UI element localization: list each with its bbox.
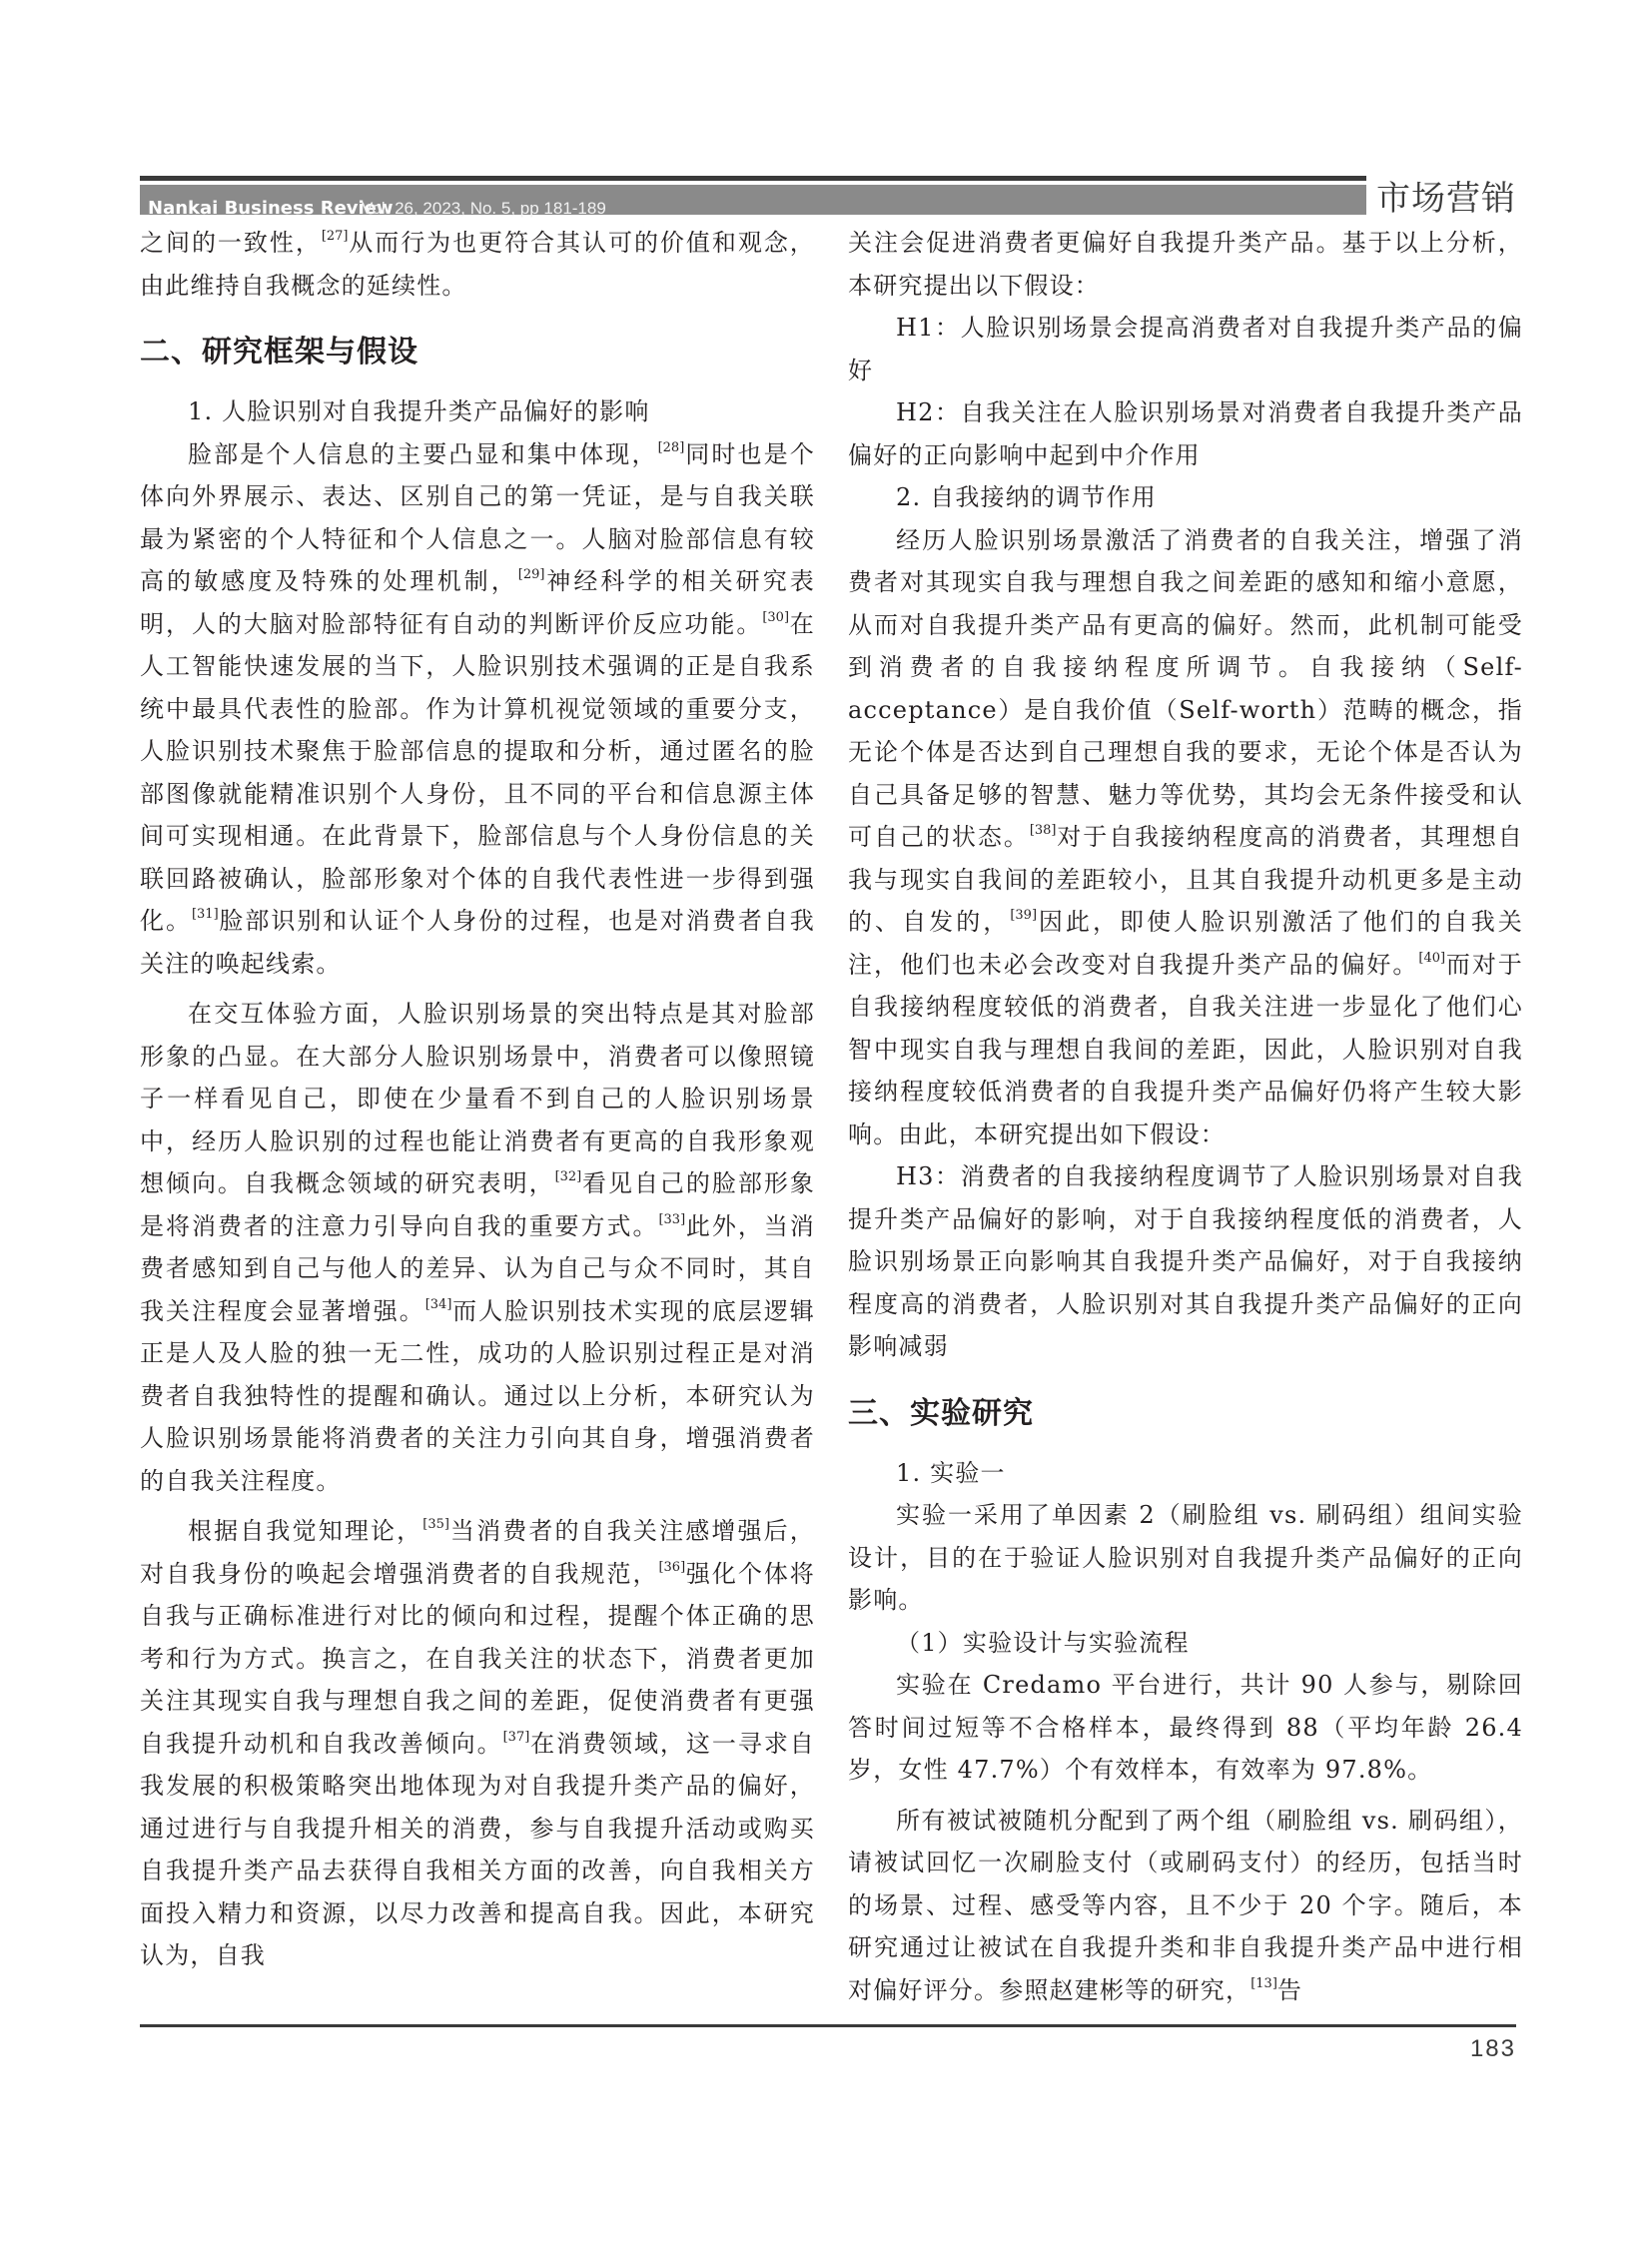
subsection-heading: 1. 人脸识别对自我提升类产品偏好的影响	[188, 397, 650, 425]
paragraph: 之间的一致性，[27]从而行为也更符合其认可的价值和观念，由此维持自我概念的延续性。	[140, 229, 815, 300]
footer-rule	[140, 2024, 1516, 2027]
left-column	[140, 222, 815, 1977]
section-heading: 二、研究框架与假设	[140, 335, 418, 370]
paragraph: 实验一采用了单因素 2（刷脸组 vs. 刷码组）组间实验设计，目的在于验证人脸识别对自我提升类产品偏好的正向影响。	[848, 1501, 1523, 1614]
paragraph: 关注会促进消费者更偏好自我提升类产品。基于以上分析，本研究提出以下假设：	[848, 229, 1523, 300]
subsection-heading: 2. 自我接纳的调节作用	[896, 483, 1157, 511]
paragraph: 根据自我觉知理论，[35]当消费者的自我关注感增强后，对自我身份的唤起会增强消费者的自我规范，[36]强化个体将自我与正确标准进行对比的倾向和过程，提醒个体正确的思考和行为方式。换言之，在自我关注的状态下，消费者更加关注其现实自我与理想自我之间的差距，促使消费者有更强自我提升动机和自我改善倾向。[37]在消费领域，这一寻求自我发展的积极策略突出地体现为对自我提升类产品的偏好，通过进行与自我提升相关的消费，参与自我提升活动或购买自我提升类产品去获得自我相关方面的改善，向自我相关方面投入精力和资源，以尽力改善和提高自我。因此，本研究认为，自我	[140, 1517, 816, 1969]
running-header	[140, 176, 1516, 222]
header-bar	[140, 185, 1516, 219]
paragraph: 所有被试被随机分配到了两个组（刷脸组 vs. 刷码组），请被试回忆一次刷脸支付（或刷码支付）的经历，包括当时的场景、过程、感受等内容，且不少于 20 个字。随后，本研究通过让被试在自我提升类和非自我提升类产品中进行相对偏好评分。参照赵建彬等的研究，[13]告	[848, 1806, 1523, 2004]
paragraph: 经历人脸识别场景激活了消费者的自我关注，增强了消费者对其现实自我与理想自我之间差距的感知和缩小意愿，从而对自我提升类产品有更高的偏好。然而，此机制可能受到消费者的自我接纳程度所调节。自我接纳（Self-acceptance）是自我价值（Self-worth）范畴的概念，指无论个体是否达到自己理想自我的要求，无论个体是否认为自己具备足够的智慧、魅力等优势，其均会无条件接受和认可自己的状态。[38]对于自我接纳程度高的消费者，其理想自我与现实自我间的差距较小，且其自我提升动机更多是主动的、自发的，[39]因此，即使人脸识别激活了他们的自我关注，他们也未必会改变对自我提升类产品的偏好。[40]而对于自我接纳程度较低的消费者，自我关注进一步显化了他们心智中现实自我与理想自我间的差距，因此，人脸识别对自我接纳程度较低消费者的自我提升类产品偏好仍将产生较大影响。由此，本研究提出如下假设：	[848, 525, 1523, 1148]
paragraph: 在交互体验方面，人脸识别场景的突出特点是其对脸部形象的凸显。在大部分人脸识别场景中，消费者可以像照镜子一样看见自己，即使在少量看不到自己的人脸识别场景中，经历人脸识别的过程也能让消费者有更高的自我形象观想倾向。自我概念领域的研究表明，[32]看见自己的脸部形象是将消费者的注意力引导向自我的重要方式。[33]此外，当消费者感知到自己与他人的差异、认为自己与众不同时，其自我关注程度会显著增强。[34]而人脸识别技术实现的底层逻辑正是人及人脸的独一无二性，成功的人脸识别过程正是对消费者自我独特性的提醒和确认。通过以上分析，本研究认为人脸识别场景能将消费者的关注力引向其自身，增强消费者的自我关注程度。	[140, 1000, 816, 1495]
right-column	[848, 222, 1523, 2011]
header-rule	[140, 176, 1516, 181]
hypothesis-h1: H1：人脸识别场景会提高消费者对自我提升类产品的偏好	[848, 314, 1523, 384]
page-number: 183	[1469, 2035, 1516, 2062]
hypothesis-h2: H2：自我关注在人脸识别场景对消费者自我提升类产品偏好的正向影响中起到中介作用	[848, 398, 1523, 469]
volume-info: Vol. 26, 2023, No. 5, pp 181-189	[362, 199, 606, 218]
hypothesis-h3: H3：消费者的自我接纳程度调节了人脸识别场景对自我提升类产品偏好的影响，对于自我接纳程度低的消费者，人脸识别场景正向影响其自我提升类产品偏好，对于自我接纳程度高的消费者，人脸识别对其自我提升类产品偏好的正向影响减弱	[848, 1162, 1523, 1360]
paragraph: 脸部是个人信息的主要凸显和集中体现，[28]同时也是个体向外界展示、表达、区别自己的第一凭证，是与自我关联最为紧密的个人特征和个人信息之一。人脑对脸部信息有较高的敏感度及特殊的处理机制，[29]神经科学的相关研究表明，人的大脑对脸部特征有自动的判断评价反应功能。[30]在人工智能快速发展的当下，人脸识别技术强调的正是自我系统中最具代表性的脸部。作为计算机视觉领域的重要分支，人脸识别技术聚焦于脸部信息的提取和分析，通过匿名的脸部图像就能精准识别个人身份，且不同的平台和信息源主体间可实现相通。在此背景下，脸部信息与个人身份信息的关联回路被确认，脸部形象对个体的自我代表性进一步得到强化。[31]脸部识别和认证个人身份的过程，也是对消费者自我关注的唤起线索。	[140, 439, 815, 978]
journal-name: Nankai Business Review	[148, 198, 394, 219]
section-title: 市场营销	[1366, 176, 1516, 218]
section-heading: 三、实验研究	[848, 1395, 1034, 1431]
paragraph: 实验在 Credamo 平台进行，共计 90 人参与，剔除回答时间过短等不合格样本，最终得到 88（平均年龄 26.4 岁，女性 47.7%）个有效样本，有效率为 97.8%。	[848, 1671, 1523, 1784]
subsubsection-heading: （1）实验设计与实验流程	[896, 1628, 1190, 1657]
subsection-heading: 1. 实验一	[896, 1458, 1006, 1487]
